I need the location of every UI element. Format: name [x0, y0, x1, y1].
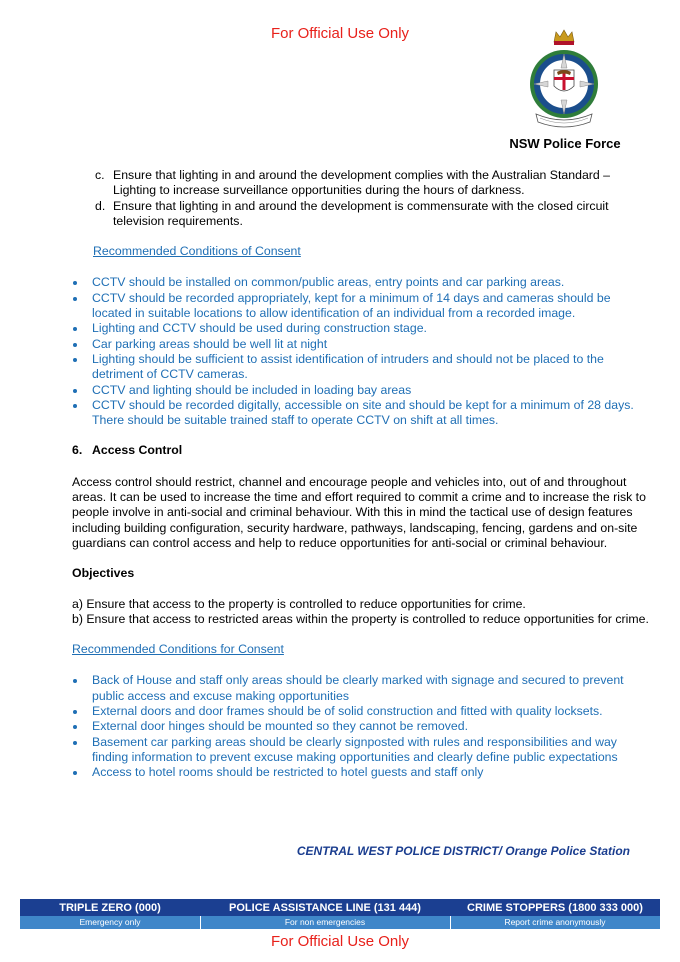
- triple-zero-sub: Emergency only: [20, 916, 200, 929]
- bullet-icon: [73, 389, 77, 393]
- bullet-icon: [73, 358, 77, 362]
- list-item: Lighting should be sufficient to assist identification of intruders and should not be placed to the detriment of CCTV cameras.: [72, 352, 652, 383]
- list-item: Lighting and CCTV should be used during construction stage.: [72, 321, 652, 336]
- access-conditions-list: [72, 673, 652, 780]
- list-marker: d.: [95, 198, 106, 213]
- access-control-paragraph: Access control should restrict, channel and encourage people and vehicles into, out of and throughout areas. It can be used to increase the time and effort required to commit a crime and to increase the risk to people involve in anti-social and criminal behaviour. With this in mind the tactical use of design features including building configuration, security hardware, pathways, landscaping, fencing, gardens and on-site guardians can control access and help to reduce opportunities for anti-social or criminal behaviour.: [72, 474, 646, 550]
- assistance-line-label: POLICE ASSISTANCE LINE (131 444): [229, 902, 421, 914]
- nsw-police-crest-logo: [526, 28, 602, 134]
- list-item: CCTV should be recorded appropriately, kept for a minimum of 14 days and cameras should be located in suitable locations to allow identification of an individual from a recorded image.: [72, 291, 652, 322]
- bullet-icon: [73, 297, 77, 301]
- lighting-conditions-list: [72, 275, 652, 428]
- list-item: CCTV should be recorded digitally, accessible on site and should be kept for a minimum of 28 days. There should be suitable trained staff to operate CCTV on shift at all times.: [72, 398, 652, 429]
- list-item: CCTV and lighting should be included in loading bay areas: [72, 383, 652, 398]
- objective-a: a) Ensure that access to the property is controlled to reduce opportunities for crime.: [72, 596, 526, 611]
- list-item: External doors and door frames should be of solid construction and fitted with quality locksets.: [72, 704, 652, 719]
- bullet-icon: [73, 741, 77, 745]
- official-use-header: For Official Use Only: [270, 25, 410, 42]
- assistance-line-sub: For non emergencies: [200, 916, 450, 929]
- police-district-label: CENTRAL WEST POLICE DISTRICT/ Orange Police Station: [296, 844, 630, 858]
- triple-zero-block: [20, 899, 200, 929]
- crown-icon: [554, 30, 574, 45]
- section-title: Access Control: [92, 443, 183, 458]
- list-marker: c.: [95, 168, 105, 182]
- bullet-icon: [73, 404, 77, 408]
- list-item: Access to hotel rooms should be restricted to hotel guests and staff only: [72, 765, 652, 780]
- bullet-icon: [73, 343, 77, 347]
- triple-zero-label: TRIPLE ZERO (000): [59, 902, 161, 914]
- lighting-requirements-list: [72, 168, 652, 229]
- bullet-icon: [73, 771, 77, 775]
- document-body: [72, 168, 652, 781]
- bullet-icon: [73, 281, 77, 285]
- recommended-conditions-heading[interactable]: Recommended Conditions for Consent: [72, 642, 284, 657]
- bullet-icon: [73, 710, 77, 714]
- list-item: Basement car parking areas should be clearly signposted with rules and responsibilities and way finding information to prevent excuse making opportunities and clearly define public expectations: [72, 735, 652, 766]
- crime-stoppers-label: CRIME STOPPERS (1800 333 000): [467, 902, 643, 914]
- bullet-icon: [73, 725, 77, 729]
- list-item: CCTV should be installed on common/public areas, entry points and car parking areas.: [72, 275, 652, 290]
- bullet-icon: [73, 327, 77, 331]
- assistance-line-block: [200, 899, 450, 929]
- section-number: 6.: [72, 443, 83, 458]
- objectives-heading: Objectives: [72, 566, 135, 581]
- list-item-text: Ensure that lighting in and around the development is commensurate with the closed circuit television requirements.: [113, 198, 609, 228]
- contact-footer-bar: [20, 899, 660, 929]
- list-item: [72, 199, 652, 230]
- list-item: Car parking areas should be well lit at night: [72, 337, 652, 352]
- objective-b: b) Ensure that access to restricted areas within the property is controlled to reduce opportunities for crime.: [72, 611, 649, 626]
- section-heading: [72, 443, 652, 458]
- official-use-footer: For Official Use Only: [270, 933, 410, 950]
- crime-stoppers-block: [450, 899, 660, 929]
- list-item: Back of House and staff only areas should be clearly marked with signage and secured to prevent public access and excuse making opportunities: [72, 673, 652, 704]
- crime-stoppers-sub: Report crime anonymously: [450, 916, 660, 929]
- list-item: [72, 168, 652, 199]
- bullet-icon: [73, 679, 77, 683]
- crest-caption: NSW Police Force: [509, 136, 621, 151]
- list-item-text: Ensure that lighting in and around the development complies with the Australian Standard – Lighting to increase surveillance opportunities during the hours of darkness.: [113, 168, 610, 198]
- recommended-conditions-heading[interactable]: Recommended Conditions of Consent: [93, 244, 301, 259]
- list-item: External door hinges should be mounted so they cannot be removed.: [72, 719, 652, 734]
